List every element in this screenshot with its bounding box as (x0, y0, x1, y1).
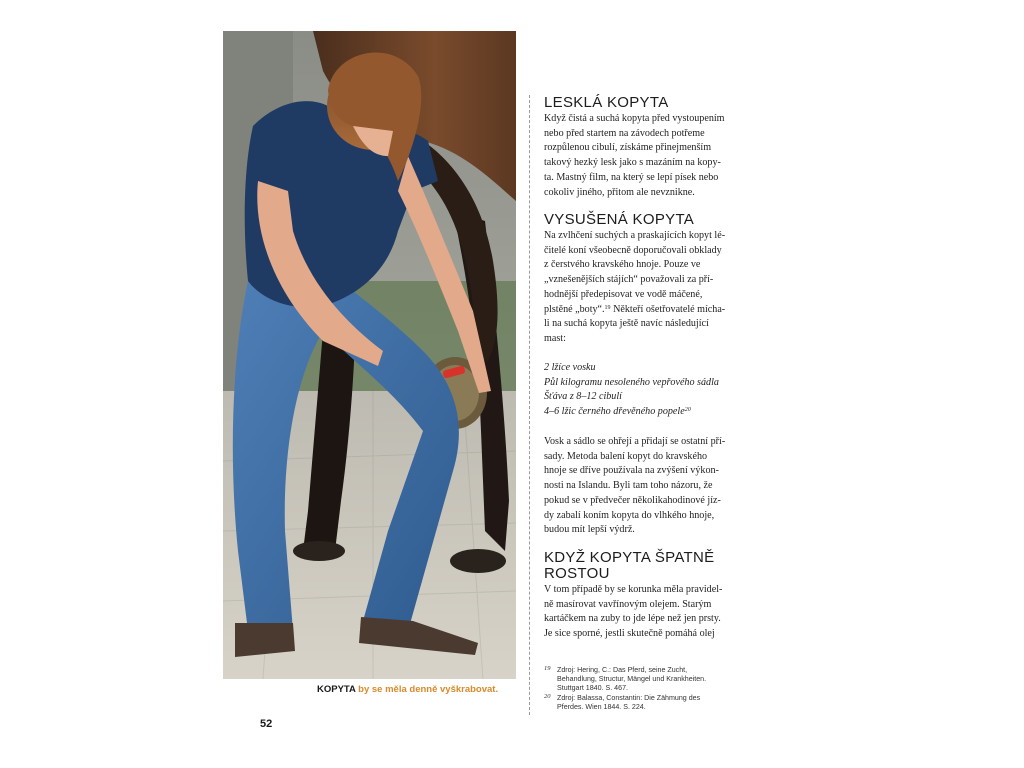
text-line: Vosk a sádlo se ohřejí a přidají se ostatní pří- (544, 436, 726, 447)
footnotes (544, 666, 744, 712)
footnote-line: Zdroj: Hering, C.: Das Pferd, seine Zucht, (557, 666, 688, 674)
footnote-number: 19 (544, 665, 551, 672)
paragraph-leskla-kopyta (544, 112, 754, 200)
text-line: hodnější předepisovat ve vodě máčené, (544, 288, 703, 300)
heading-vysusena-kopyta: VYSUŠENÁ KOPYTA (544, 211, 695, 228)
recipe-item: Půl kilogramu nesoleného vepřového sádla (544, 376, 719, 388)
recipe-item: 2 lžíce vosku (544, 362, 596, 373)
heading-line: KDYŽ KOPYTA ŠPATNĚ (544, 549, 715, 566)
footnote-line: Stuttgart 1840. S. 467. (557, 684, 628, 693)
footnote-text (557, 694, 744, 712)
text-line: čitelé koní všeobecně doporučovali obklady (544, 244, 722, 256)
text-line: „vznešenějších stájích“ považovali za pří- (544, 274, 714, 286)
text-line: Když čistá a suchá kopyta před vystoupením (544, 113, 725, 124)
footnote-text (557, 666, 744, 694)
text-line: z čerstvého kravského hnoje. Pouze ve (544, 259, 701, 271)
text-line: ta. Mastný film, na který se lepí písek nebo (544, 171, 719, 183)
footnote-number: 20 (544, 692, 551, 700)
text-line: li na suchá kopyta ještě navíc následující (544, 318, 709, 330)
text-fragment: 4–6 lžic černého dřevěného popele (544, 406, 685, 418)
photo-caption (317, 684, 517, 695)
recipe-item-with-footnote (544, 405, 754, 420)
text-line: sady. Metoda balení kopyt do kravského (544, 450, 708, 462)
footnote-ref-20: 20 (684, 407, 691, 414)
text-line: cokoliv jiného, přitom ale nevznikne. (544, 186, 695, 198)
text-line: ně masírovat vavřínovým olejem. Starým (544, 598, 712, 610)
text-line: V tom případě by se korunka měla pravidel- (544, 584, 723, 595)
heading-kdyz-kopyta-spatne-rostou (544, 550, 744, 582)
text-line: kartáčkem na zuby to jde lépe než jen prsty. (544, 613, 721, 625)
text-line: pokud se v předvečer několikahodinové jíz- (544, 494, 721, 506)
caption-rest: by se měla denně vyškrabovat. (355, 684, 499, 695)
horse-hoof-photo (223, 31, 516, 679)
text-line: nebo před startem na závodech potřeme (544, 127, 705, 139)
footnote-20 (544, 694, 744, 712)
footnote-line: Behandlung, Structur, Mängel und Krankheiten. (557, 675, 707, 684)
footnote-line: Zdroj: Balassa, Constantin: Die Zähmung des (557, 693, 701, 702)
text-fragment: plstěné „boty“. (544, 303, 605, 315)
text-line: budou mít lepší výdrž. (544, 524, 635, 536)
page-number: 52 (260, 718, 273, 730)
recipe-item: Šťáva z 8–12 cibulí (544, 391, 622, 403)
text-line: rozpůlenou cibulí, získáme přinejmenším (544, 142, 712, 154)
text-line: takový hezký lesk jako s mazáním na kopy- (544, 157, 721, 169)
caption-lead: KOPYTA (317, 684, 356, 695)
footnote-19 (544, 666, 744, 694)
heading-leskla-kopyta: LESKLÁ KOPYTA (544, 94, 669, 111)
text-line-with-footnote (544, 303, 754, 318)
text-line: Na zvlhčení suchých a praskajících kopyt lé- (544, 230, 726, 241)
text-line: Je sice sporné, jestli skutečně pomáhá olej (544, 628, 715, 640)
text-fragment: Někteří ošetřovatelé mícha- (610, 303, 726, 315)
paragraph-vysusena-kopyta (544, 229, 754, 347)
heading-line: ROSTOU (544, 565, 610, 582)
text-line: nosti na Islandu. Byli tam toho názoru, že (544, 480, 713, 492)
footnote-line: Pferdes. Wien 1844. S. 224. (557, 702, 646, 711)
text-line: mast: (544, 332, 566, 344)
footnote-ref-19: 19 (604, 304, 611, 311)
paragraph-vosk-sadlo (544, 435, 754, 538)
column-divider (529, 95, 530, 715)
text-line: dy zabalí koním kopyta do vlhkého hnoje, (544, 509, 715, 521)
paragraph-spatne-rostou (544, 583, 754, 642)
text-line: hnoje se dříve používala na zvýšení výkon- (544, 465, 719, 477)
photo-illustration (223, 31, 516, 679)
recipe-list (544, 361, 754, 420)
